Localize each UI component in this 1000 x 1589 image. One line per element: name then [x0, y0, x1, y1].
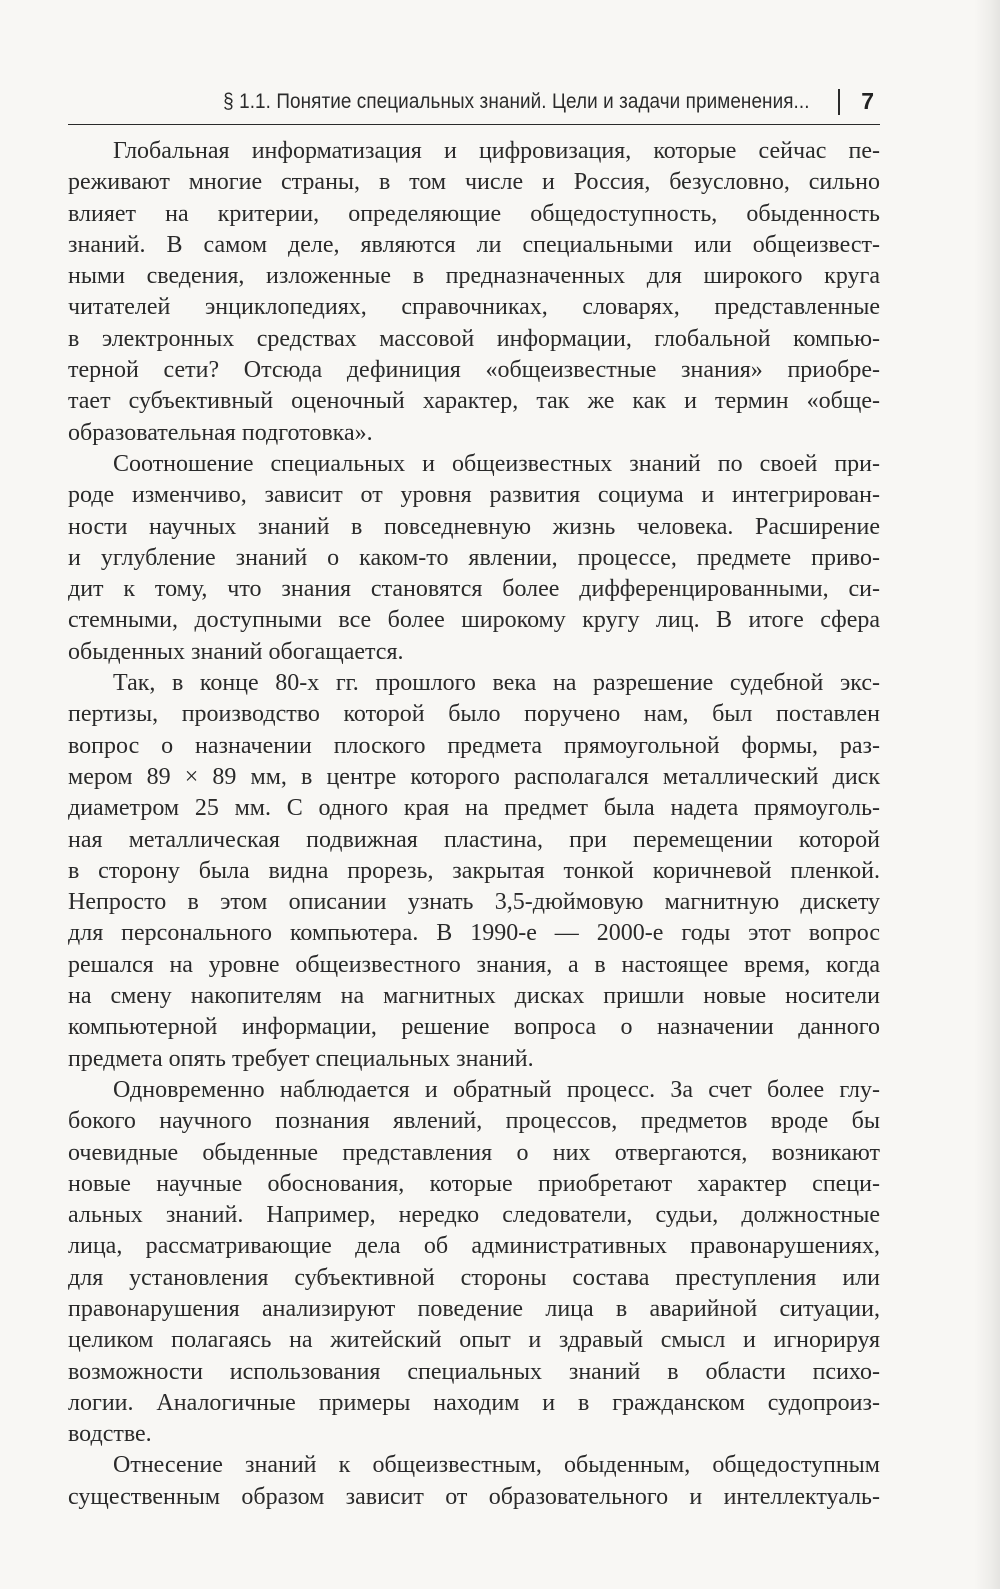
text-line: диаметром 25 мм. С одного края на предмет была надета прямоуголь-	[68, 795, 880, 822]
text-line: правонарушения анализируют поведение лица в аварийной ситуации,	[68, 1295, 880, 1322]
text-line: Глобальная информатизация и цифровизация, которые сейчас пе-	[113, 138, 880, 164]
text-line: Одновременно наблюдается и обратный процесс. За счет более глу-	[113, 1076, 880, 1103]
paragraph	[68, 668, 880, 1075]
paragraph	[68, 1450, 880, 1513]
text-line: в электронных средствах массовой информации, глобальной компью-	[68, 325, 880, 352]
text-line: терной сети? Отсюда дефиниция «общеизвестные знания» приобре-	[68, 357, 880, 384]
text-line: роде изменчиво, зависит от уровня развития социума и интегрирован-	[68, 482, 880, 509]
section-title: § 1.1. Понятие специальных знаний. Цели и задачи применения...	[223, 90, 810, 113]
text-line: обыденных знаний обогащается.	[68, 638, 404, 665]
text-line: мером 89 × 89 мм, в центре которого располагался металлический диск	[68, 763, 880, 790]
text-line: ности научных знаний в повседневную жизнь человека. Расширение	[68, 513, 880, 540]
paragraph	[68, 136, 880, 449]
text-line: логии. Аналогичные примеры находим и в гражданском судопроиз-	[68, 1389, 880, 1416]
text-line: образовательная подготовка».	[68, 419, 373, 446]
text-line: бокого научного познания явлений, процессов, предметов вроде бы	[68, 1108, 880, 1135]
text-line: Так, в конце 80-х гг. прошлого века на разрешение судебной экс-	[113, 670, 880, 697]
text-line: для установления субъективной стороны состава преступления или	[68, 1264, 880, 1291]
text-line: очевидные обыденные представления о них отвергаются, возникают	[68, 1139, 880, 1166]
text-line: для персонального компьютера. В 1990-е — 2000-е годы этот вопрос	[68, 920, 880, 947]
text-line: возможности использования специальных знаний в области психо-	[68, 1358, 880, 1385]
text-line: Непросто в этом описании узнать 3,5-дюймовую магнитную дискету	[68, 889, 880, 916]
text-line: водстве.	[68, 1421, 152, 1448]
text-line: пертизы, производство которой было поручено нам, был поставлен	[68, 701, 880, 728]
text-line: влияет на критерии, определяющие общедоступность, обыденность	[68, 200, 880, 227]
text-line: в сторону была видна прорезь, закрытая тонкой коричневой пленкой.	[68, 857, 880, 884]
text-line: ная металлическая подвижная пластина, при перемещении которой	[68, 826, 880, 853]
text-line: и углубление знаний о каком-то явлении, процессе, предмете приво-	[68, 544, 880, 571]
text-line: знаний. В самом деле, являются ли специальными или общеизвест-	[68, 231, 880, 258]
text-line: целиком полагаясь на житейский опыт и здравый смысл и игнорируя	[68, 1327, 880, 1354]
page-edge-shadow	[974, 0, 1000, 1589]
text-line: дит к тому, что знания становятся более дифференцированными, си-	[68, 576, 880, 603]
paragraph	[68, 1075, 880, 1451]
text-line: решался на уровне общеизвестного знания, а в настоящее время, когда	[68, 951, 880, 978]
body-text	[68, 136, 880, 1513]
text-line: альных знаний. Например, нередко следователи, судьи, должностные	[68, 1202, 880, 1229]
text-line: Отнесение знаний к общеизвестным, обыденным, общедоступным	[113, 1452, 880, 1479]
running-header	[68, 84, 880, 125]
text-line: на смену накопителям на магнитных дисках пришли новые носители	[68, 983, 880, 1010]
text-line: вопрос о назначении плоского предмета прямоугольной формы, раз-	[68, 732, 880, 759]
text-line: стемными, доступными все более широкому кругу лиц. В итоге сфера	[68, 607, 880, 634]
text-line: лица, рассматривающие дела об административных правонарушениях,	[68, 1233, 880, 1260]
text-line: Соотношение специальных и общеизвестных знаний по своей при-	[113, 450, 880, 477]
text-line: реживают многие страны, в том числе и Россия, безусловно, сильно	[68, 169, 880, 196]
text-line: читателей энциклопедиях, справочниках, словарях, представленные	[68, 294, 880, 321]
text-line: предмета опять требует специальных знаний.	[68, 1045, 534, 1072]
paragraph	[68, 449, 880, 668]
text-line: тает субъективный оценочный характер, так же как и термин «обще-	[68, 388, 880, 415]
text-line: компьютерной информации, решение вопроса о назначении данного	[68, 1014, 880, 1041]
text-line: существенным образом зависит от образовательного и интеллектуаль-	[68, 1483, 880, 1510]
page-number: 7	[861, 88, 874, 114]
text-line: ными сведения, изложенные в предназначенных для широкого круга	[68, 263, 880, 290]
header-divider	[838, 89, 840, 115]
text-line: новые научные обоснования, которые приобретают характер специ-	[68, 1170, 880, 1197]
